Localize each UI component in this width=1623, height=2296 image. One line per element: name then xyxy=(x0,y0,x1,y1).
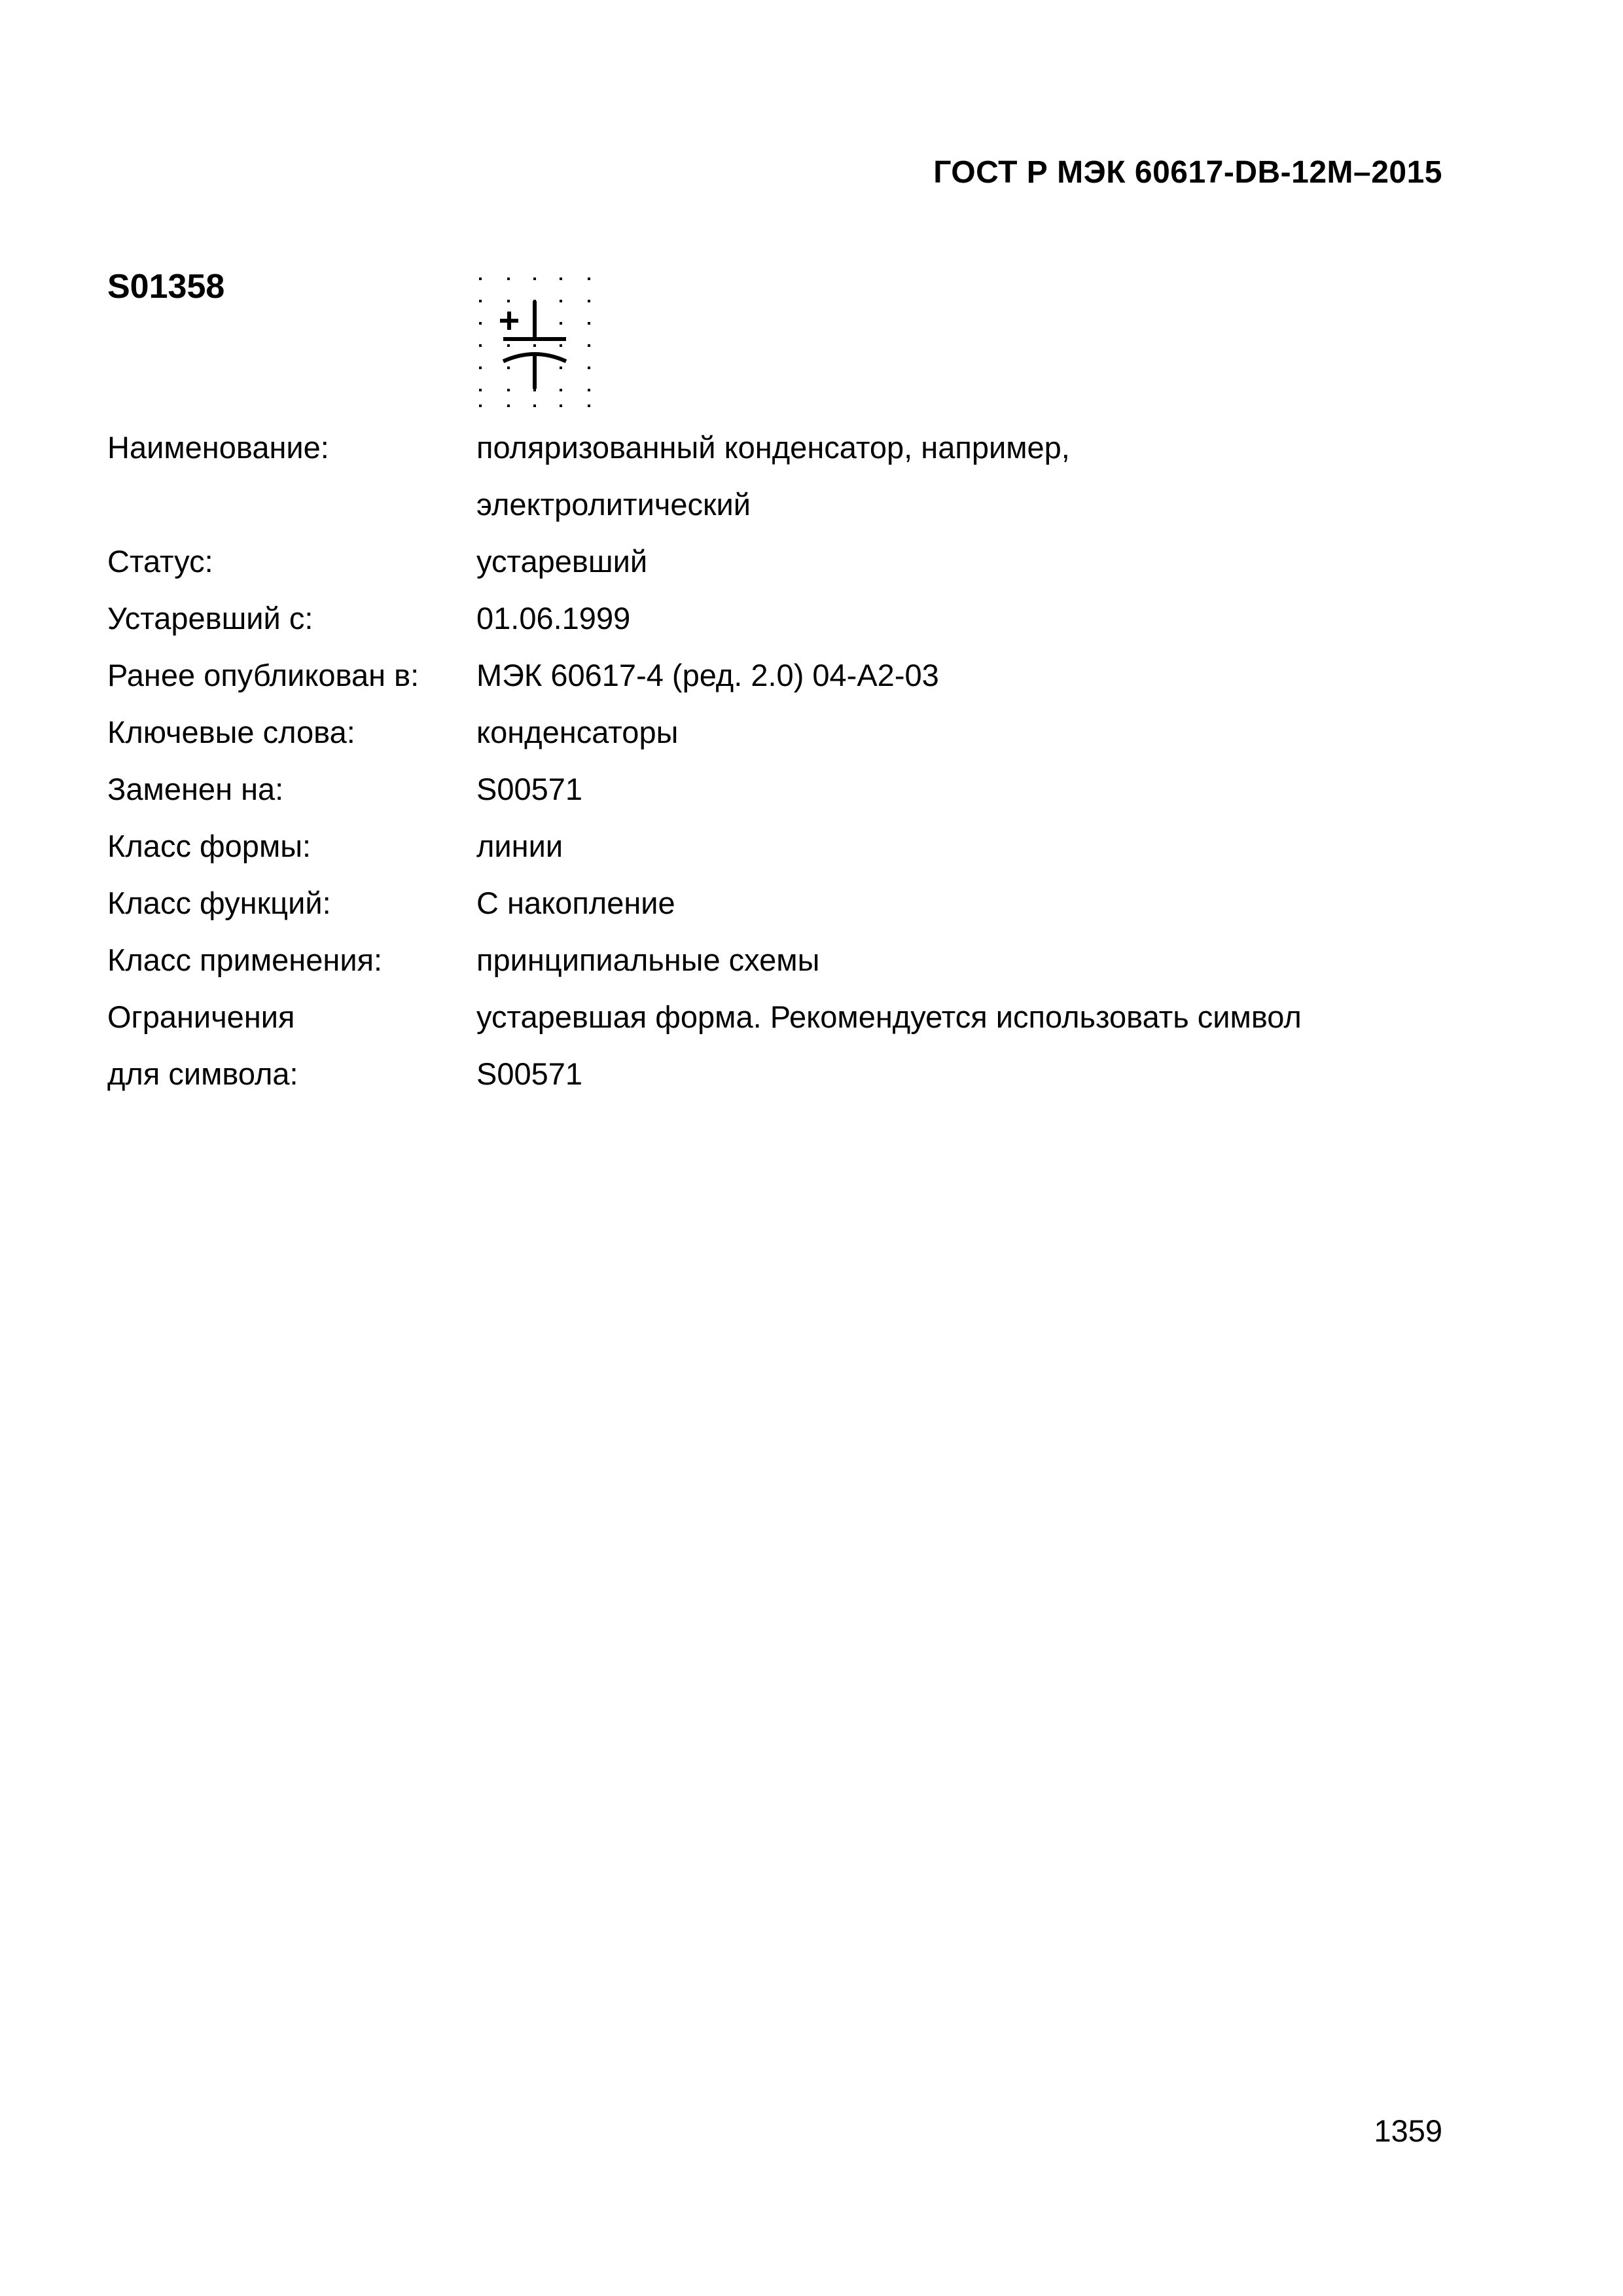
property-label: Статус: xyxy=(107,544,213,579)
property-label: Класс применения: xyxy=(107,942,383,977)
property-row xyxy=(107,988,1351,1102)
property-label: Ключевые слова: xyxy=(107,715,355,749)
property-label: Устаревший с: xyxy=(107,601,313,636)
properties-table xyxy=(107,419,1351,1102)
property-row xyxy=(107,874,1351,931)
property-row xyxy=(107,817,1351,874)
property-value: МЭК 60617-4 (ред. 2.0) 04-A2-03 xyxy=(476,658,939,692)
polarized-capacitor-icon xyxy=(473,274,597,411)
property-value: поляризованный конденсатор, например, электролитический xyxy=(476,430,1070,522)
property-label: Класс функций: xyxy=(107,886,331,920)
property-row xyxy=(107,590,1351,647)
property-value: устаревший xyxy=(476,544,648,579)
property-label: Ранее опубликован в: xyxy=(107,658,419,692)
property-row xyxy=(107,761,1351,817)
property-value: S00571 xyxy=(476,772,583,806)
property-label: Наименование: xyxy=(107,430,329,465)
standard-header: ГОСТ Р МЭК 60617-DB-12M–2015 xyxy=(933,155,1442,190)
property-value: линии xyxy=(476,829,563,863)
property-label: Класс формы: xyxy=(107,829,312,863)
property-row xyxy=(107,419,1351,533)
symbol-code: S01358 xyxy=(107,268,225,306)
property-row xyxy=(107,533,1351,590)
property-row xyxy=(107,647,1351,704)
property-value: 01.06.1999 xyxy=(476,601,631,636)
property-label: Ограничения для символа: xyxy=(107,999,298,1091)
property-value: конденсаторы xyxy=(476,715,679,749)
property-label: Заменен на: xyxy=(107,772,284,806)
property-value: C накопление xyxy=(476,886,675,920)
property-row xyxy=(107,704,1351,761)
property-value: устаревшая форма. Рекомендуется использовать символ S00571 xyxy=(476,999,1302,1091)
page-number: 1359 xyxy=(1374,2113,1442,2148)
property-row xyxy=(107,931,1351,988)
property-value: принципиальные схемы xyxy=(476,942,820,977)
